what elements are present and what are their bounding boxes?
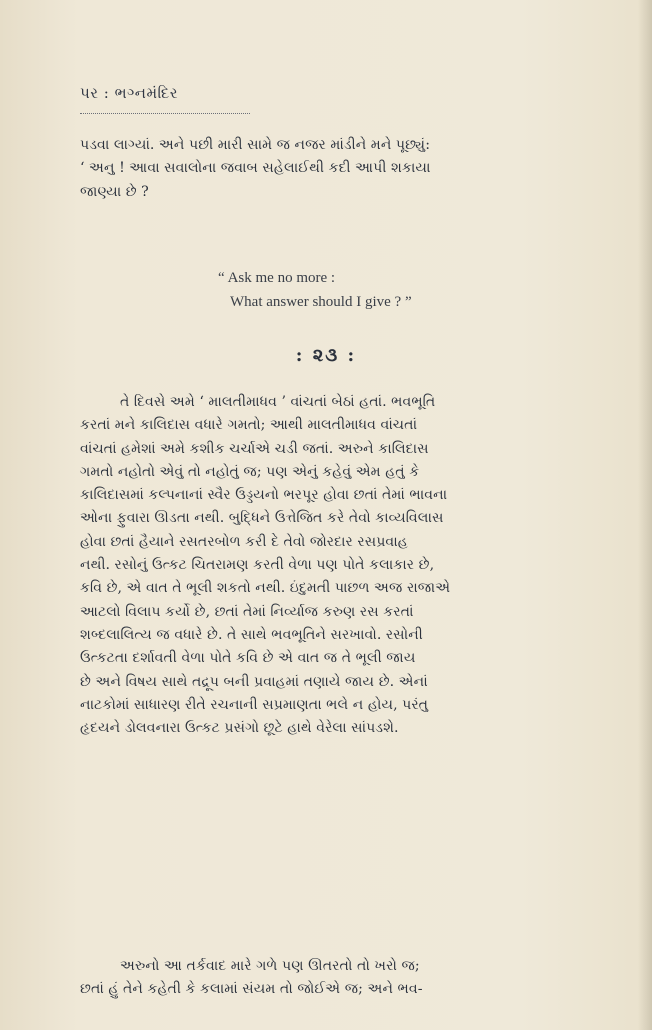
english-quote <box>218 266 412 314</box>
text-line: ઉત્કટતા દર્શાવતી વેળા પોતે કવિ છે એ વાત જ તે ભૂલી જાય <box>80 650 416 667</box>
text-line: પડવા લાગ્યાં. અને પછી મારી સામે જ નજર માંડીને મને પૂછ્યું: <box>80 137 430 153</box>
text-line: ‘ અનુ ! આવા સવાલોના જવાબ સહેલાઈથી કદી આપી શકાયા <box>80 160 431 177</box>
paragraph-2 <box>80 391 628 740</box>
text-line: જાણ્યા છે ? <box>80 183 149 200</box>
text-line: આટલો વિલાપ કર્યો છે, છતાં તેમાં નિર્વ્યાજ કરુણ રસ કરતાં <box>80 603 414 620</box>
text-line: ગમતો નહોતો એવું તો નહોતું જ; પણ એનું કહેવું એમ હતું કે <box>80 463 420 480</box>
text-line: હોવા છતાં હૈયાને રસતરબોળ કરી દે તેવો જોરદાર રસપ્રવાહ <box>80 533 408 550</box>
running-head-rule <box>80 113 250 114</box>
text-line: શબ્દલાલિત્ય જ વધારે છે. તે સાથે ભવભૂતિને સરખાવો. રસોની <box>80 626 423 643</box>
chapter-number: : ૨૩ : <box>295 345 357 366</box>
text-line: કરતાં મને કાલિદાસ વધારે ગમતો; આથી માલતીમાધવ વાંચતાં <box>80 417 418 434</box>
text-line: છતાં હું તેને કહેતી કે કલામાં સંયમ તો જોઈએ જ; અને ભવ- <box>80 981 423 998</box>
paragraph-3 <box>80 955 628 1002</box>
text-line: તે દિવસે અમે ‘ માલતીમાધવ ’ વાંચતાં બેઠાં હતાં. ભવભૂતિ <box>120 394 436 410</box>
text-line: ઓના ફુવારા ઊડતા નથી. બુદ્ધિને ઉત્તેજિત કરે તેવો કાવ્યવિલાસ <box>80 510 444 527</box>
text-line: હૃદયને ડોલવનારા ઉત્કટ પ્રસંગો છૂટે હાથે વેરેલા સાંપડશે. <box>80 720 399 737</box>
quote-line-1: “ Ask me no more : <box>218 270 336 286</box>
running-head: પર : ભગ્નમંદિર <box>80 84 179 102</box>
text-line: કવિ છે, એ વાત તે ભૂલી શકતો નથી. ઇંદુમતી પાછળ અજ રાજાએ <box>80 580 451 597</box>
text-line: નથી. રસોનું ઉત્કટ ચિતરામણ કરતી વેળા પણ પોતે કલાકાર છે, <box>80 557 435 574</box>
text-line: અરુનો આ તર્કવાદ મારે ગળે પણ ઊતરતો તો ખરો જ; <box>120 958 420 974</box>
quote-line-2: What answer should I give ? ” <box>230 294 412 310</box>
text-line: કાલિદાસમાં કલ્પનાનાં સ્વૈર ઉડ્ડયનો ભરપૂર હોવા છતાં તેમાં ભાવના <box>80 487 448 504</box>
page-edge-shadow <box>638 0 652 1030</box>
text-line: વાંચતાં હમેશાં અમે કશીક ચર્ચાએ ચડી જતાં. અરુને કાલિદાસ <box>80 440 429 457</box>
paragraph-1 <box>80 134 628 204</box>
text-line: છે અને વિષય સાથે તદ્રૂપ બની પ્રવાહમાં તણાયે જાય છે. એનાં <box>80 673 428 690</box>
text-line: નાટકોમાં સાધારણ રીતે રચનાની સપ્રમાણતા ભલે ન હોય, પરંતુ <box>80 696 429 713</box>
